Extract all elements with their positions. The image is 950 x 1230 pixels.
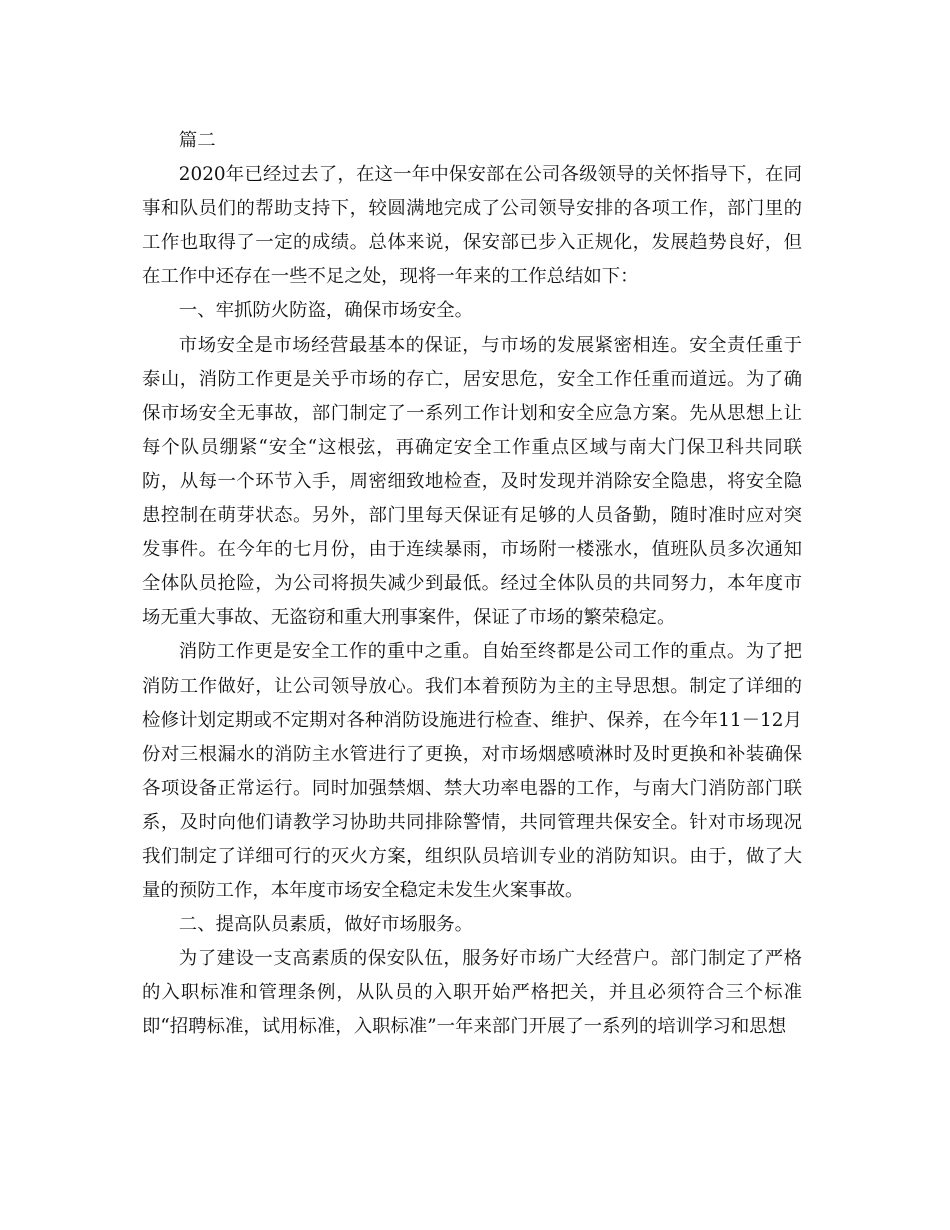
paragraph-team-building: 为了建设一支高素质的保安队伍，服务好市场广大经营户。部门制定了严格的入职标准和管理条例，从队员的入职开始严格把关，并且必须符合三个标准即“招聘标准，试用标准，入职标准”一年来部门开展了一系列的培训学习和思想 xyxy=(142,948,802,1038)
heading-team-quality: 二、提高队员素质，做好市场服务。 xyxy=(178,914,474,936)
paragraph-intro: 2020年已经过去了，在这一年中保安部在公司各级领导的关怀指导下，在同事和队员们的帮助支持下，较圆满地完成了公司领导安排的各项工作，部门里的工作也取得了一定的成绩。总体来说，保安部已步入正规化，发展趋势良好，但在工作中还存在一些不足之处，现将一年来的工作总结如下： xyxy=(142,164,802,288)
paragraph-fire-protection: 消防工作更是安全工作的重中之重。自始至终都是公司工作的重点。为了把消防工作做好，让公司领导放心。我们本着预防为主的主导思想。制定了详细的检修计划定期或不定期对各种消防设施进行检查、维护、保养，在今年11－12月份对三根漏水的消防主水管进行了更换，对市场烟感喷淋时及时更换和补装确保各项设备正常运行。同时加强禁烟、禁大功率电器的工作，与南大门消防部门联系，及时向他们请教学习协助共同排除警情，共同管理共保安全。针对市场现况我们制定了详细可行的灭火方案，组织队员培训专业的消防知识。由于，做了大量的预防工作，本年度市场安全稳定未发生火案事故。 xyxy=(142,641,802,902)
document-body xyxy=(142,124,802,1045)
section-label: 篇二 xyxy=(178,130,216,151)
heading-fire-theft-prevention: 一、牢抓防火防盗，确保市场安全。 xyxy=(178,300,474,322)
paragraph-market-safety: 市场安全是市场经营最基本的保证，与市场的发展紧密相连。安全责任重于泰山，消防工作更是关乎市场的存亡，居安思危，安全工作任重而道远。为了确保市场安全无事故，部门制定了一系列工作计划和安全应急方案。先从思想上让每个队员绷紧“安全“这根弦，再确定安全工作重点区域与南大门保卫科共同联防，从每一个环节入手，周密细致地检查，及时发现并消除安全隐患，将安全隐患控制在萌芽状态。另外，部门里每天保证有足够的人员备勤，随时准时应对突发事件。在今年的七月份，由于连续暴雨，市场附一楼涨水，值班队员多次通知全体队员抢险，为公司将损失减少到最低。经过全体队员的共同努力，本年度市场无重大事故、无盗窃和重大刑事案件，保证了市场的繁荣稳定。 xyxy=(142,334,802,629)
